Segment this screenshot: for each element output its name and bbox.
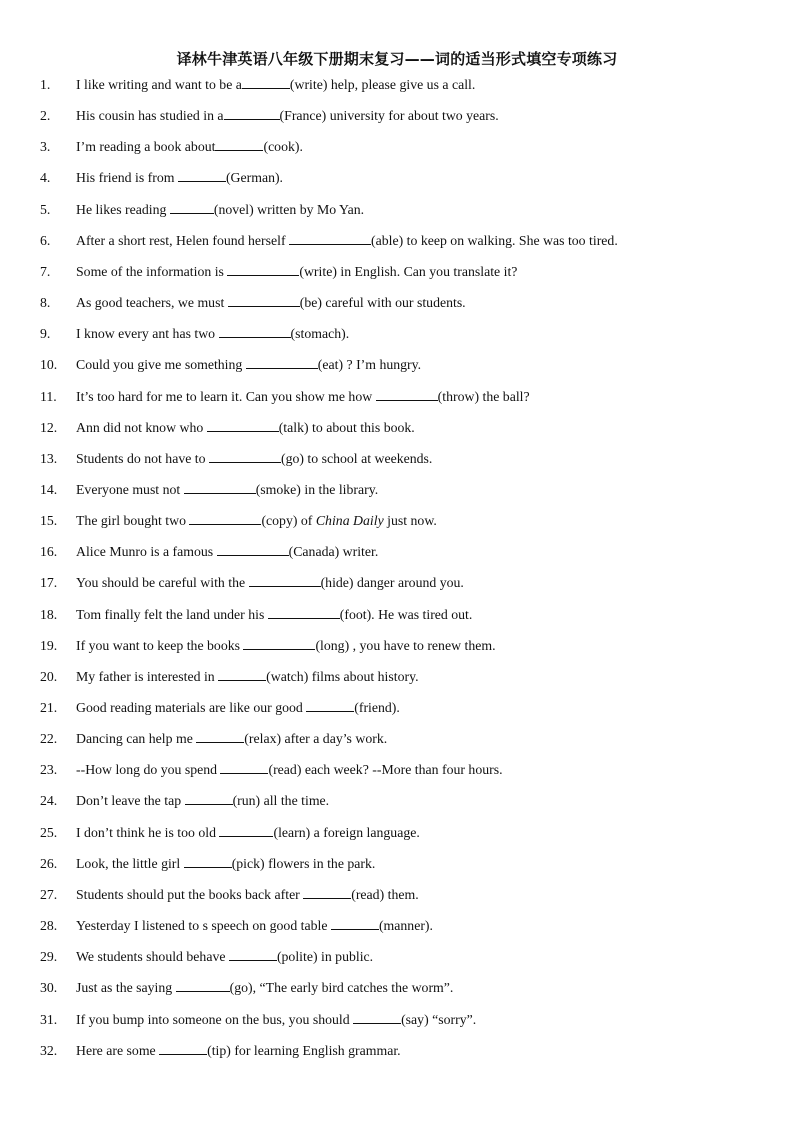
answer-blank[interactable]: [207, 417, 279, 432]
word-hint: (read): [351, 886, 385, 902]
question-text: [76, 261, 517, 283]
question-text: [76, 790, 329, 812]
question-text: [76, 386, 530, 408]
question-prefix: Just as the saying: [76, 980, 176, 996]
word-hint: (long): [315, 637, 350, 653]
question-suffix: ? I’m hungry.: [343, 357, 422, 373]
question-prefix: After a short rest, Helen found herself: [76, 232, 290, 248]
word-hint: (friend).: [354, 700, 400, 715]
answer-blank[interactable]: [189, 510, 261, 525]
answer-blank[interactable]: [176, 977, 230, 992]
question-text: [76, 884, 419, 906]
answer-blank[interactable]: [184, 479, 256, 494]
question-suffix: them.: [384, 886, 419, 902]
question-prefix: His friend is from: [76, 170, 178, 186]
question-suffix: of: [297, 513, 316, 529]
question-suffix: the ball?: [479, 388, 530, 404]
word-hint: (stomach).: [290, 326, 350, 342]
question-prefix: Ann did not know who: [76, 419, 207, 435]
word-hint: (go),: [229, 980, 257, 996]
question-number: 1.: [40, 77, 51, 92]
question-item: [0, 292, 794, 314]
question-text: [76, 292, 466, 314]
answer-blank[interactable]: [268, 604, 340, 619]
question-prefix: Here are some: [76, 1042, 160, 1058]
answer-blank[interactable]: [178, 167, 226, 182]
question-text: [76, 635, 496, 657]
question-text: [76, 915, 433, 937]
question-number: 25.: [40, 824, 58, 840]
answer-blank[interactable]: [227, 261, 299, 276]
question-text: [76, 604, 472, 626]
word-hint: (watch): [266, 668, 309, 684]
question-prefix: Yesterday I listened to s speech on good table: [76, 918, 331, 934]
question-suffix: films about history.: [308, 668, 419, 684]
question-suffix: just now.: [383, 513, 437, 529]
question-number: 12.: [40, 419, 58, 435]
word-hint: (write): [289, 77, 328, 92]
answer-blank[interactable]: [219, 323, 291, 338]
question-number: 9.: [40, 326, 51, 342]
answer-blank[interactable]: [184, 853, 232, 868]
question-item: [0, 510, 794, 532]
question-number: 5.: [40, 201, 51, 217]
question-prefix: Tom finally felt the land under his: [76, 606, 268, 622]
question-suffix: university for about two years.: [326, 108, 499, 124]
question-number: 31.: [40, 1011, 58, 1027]
question-number: 7.: [40, 263, 51, 279]
answer-blank[interactable]: [217, 541, 289, 556]
answer-blank[interactable]: [209, 448, 281, 463]
question-number: 32.: [40, 1042, 58, 1058]
answer-blank[interactable]: [243, 635, 315, 650]
word-hint: (run): [232, 793, 261, 809]
question-text: [76, 728, 387, 750]
question-number: 17.: [40, 575, 58, 591]
question-text: [76, 510, 437, 532]
question-text: [76, 666, 419, 688]
question-prefix: Could you give me something: [76, 357, 246, 373]
question-prefix: You should be careful with the: [76, 575, 249, 591]
question-number: 26.: [40, 855, 58, 871]
question-item: [0, 448, 794, 470]
question-number: 15.: [40, 513, 58, 529]
word-hint: (polite): [276, 949, 318, 965]
question-text: [76, 448, 432, 470]
question-item: [0, 853, 794, 875]
answer-blank[interactable]: [376, 386, 438, 401]
question-number: 28.: [40, 918, 58, 934]
question-number: 11.: [40, 388, 57, 404]
question-prefix: As good teachers, we must: [76, 295, 228, 311]
question-number: 29.: [40, 949, 58, 965]
answer-blank[interactable]: [353, 1009, 401, 1024]
word-hint: (copy): [261, 513, 298, 529]
question-prefix: Alice Munro is a famous: [76, 544, 217, 560]
word-hint: (talk): [278, 419, 309, 435]
question-prefix: If you bump into someone on the bus, you should: [76, 1011, 354, 1027]
question-suffix: writer.: [339, 544, 379, 560]
question-suffix: danger around you.: [353, 575, 464, 591]
question-text: [76, 1009, 476, 1031]
question-item: [0, 479, 794, 501]
question-prefix: Good reading materials are like our good: [76, 700, 307, 715]
question-item: [0, 230, 794, 252]
question-item: [0, 1009, 794, 1031]
question-text: [76, 199, 364, 221]
question-number: 23.: [40, 762, 58, 778]
question-prefix: Some of the information is: [76, 263, 228, 279]
question-number: 20.: [40, 668, 58, 684]
word-hint: (cook).: [263, 139, 303, 155]
word-hint: (tip): [207, 1042, 231, 1058]
word-hint: (manner).: [378, 918, 433, 934]
word-hint: (eat): [317, 357, 344, 373]
question-prefix: I know every ant has two: [76, 326, 219, 342]
word-hint: (throw): [437, 388, 480, 404]
word-hint: (German).: [225, 170, 284, 186]
answer-blank[interactable]: [185, 790, 233, 805]
question-number: 30.: [40, 980, 58, 996]
question-prefix: I’m reading a book about: [76, 139, 216, 155]
answer-blank[interactable]: [220, 759, 268, 774]
question-item: [0, 199, 794, 221]
question-suffix: to keep on walking. She was too tired.: [403, 232, 618, 248]
question-prefix: I like writing and want to be a: [76, 77, 242, 92]
question-number: 3.: [40, 139, 51, 155]
question-suffix: “The early bird catches the worm”.: [256, 980, 454, 996]
answer-blank[interactable]: [289, 230, 371, 245]
word-hint: (able): [371, 232, 404, 248]
page-title: 译林牛津英语八年级下册期末复习——词的适当形式填空专项练习: [176, 50, 618, 68]
question-item: [0, 697, 794, 719]
word-hint: (France): [279, 108, 327, 124]
word-hint: (Canada): [288, 544, 340, 560]
question-suffix: careful with our students.: [321, 295, 466, 311]
question-item: [0, 386, 794, 408]
answer-blank[interactable]: [242, 74, 290, 89]
question-prefix: He likes reading: [76, 201, 170, 217]
answer-blank[interactable]: [159, 1040, 207, 1055]
word-hint: (smoke): [255, 481, 301, 497]
question-suffix: , you have to renew them.: [349, 637, 496, 653]
question-number: 10.: [40, 357, 58, 373]
question-item: [0, 915, 794, 937]
word-hint: (be): [299, 295, 322, 311]
question-number: 16.: [40, 544, 58, 560]
answer-blank[interactable]: [196, 728, 244, 743]
question-text: [76, 759, 503, 781]
question-item: [0, 822, 794, 844]
question-prefix: Don’t leave the tap: [76, 793, 185, 809]
question-prefix: Students should put the books back after: [76, 886, 304, 902]
question-text: [76, 822, 420, 844]
question-text: [76, 697, 400, 719]
question-suffix: He was tired out.: [374, 606, 473, 622]
question-prefix: Dancing can help me: [76, 731, 197, 747]
question-text: [76, 1040, 401, 1062]
question-prefix: We students should behave: [76, 949, 229, 965]
question-number: 27.: [40, 886, 58, 902]
question-prefix: Look, the little girl: [76, 855, 184, 871]
question-number: 4.: [40, 170, 51, 186]
question-text: [76, 853, 375, 875]
answer-blank[interactable]: [224, 105, 280, 120]
question-number: 22.: [40, 731, 58, 747]
question-prefix: My father is interested in: [76, 668, 219, 684]
word-hint: (hide): [320, 575, 354, 591]
answer-blank[interactable]: [170, 199, 214, 214]
question-text: [76, 74, 475, 96]
question-item: [0, 635, 794, 657]
question-text: [76, 105, 499, 127]
question-prefix: --How long do you spend: [76, 762, 221, 778]
answer-blank[interactable]: [331, 915, 379, 930]
word-hint: (say): [401, 1011, 429, 1027]
question-prefix: It’s too hard for me to learn it. Can you show me how: [76, 388, 376, 404]
word-hint: (read): [268, 762, 302, 778]
question-item: [0, 728, 794, 750]
question-number: 6.: [40, 232, 51, 248]
question-suffix: in the library.: [300, 481, 379, 497]
question-suffix: “sorry”.: [428, 1011, 477, 1027]
question-prefix: If you want to keep the books: [76, 637, 244, 653]
question-suffix: to school at weekends.: [303, 450, 433, 466]
question-number: 24.: [40, 793, 58, 809]
word-hint: (novel): [213, 201, 254, 217]
question-number: 14.: [40, 481, 58, 497]
answer-blank[interactable]: [303, 884, 351, 899]
question-number: 2.: [40, 108, 51, 124]
question-suffix: in public.: [317, 949, 374, 965]
question-number: 13.: [40, 450, 58, 466]
question-item: [0, 884, 794, 906]
question-item: [0, 136, 794, 158]
question-suffix: help, please give us a call.: [327, 77, 476, 92]
answer-blank[interactable]: [306, 697, 354, 712]
question-text: [76, 136, 303, 158]
question-prefix: His cousin has studied in a: [76, 108, 224, 124]
question-suffix: a foreign language.: [310, 824, 420, 840]
question-text: [76, 167, 283, 189]
question-text: [76, 479, 378, 501]
question-number: 18.: [40, 606, 58, 622]
question-item: [0, 417, 794, 439]
question-suffix: flowers in the park.: [264, 855, 376, 871]
question-suffix: in English. Can you translate it?: [336, 263, 518, 279]
answer-blank[interactable]: [246, 354, 318, 369]
question-item: [0, 1040, 794, 1062]
question-number: 8.: [40, 295, 51, 311]
question-text: [76, 417, 415, 439]
question-suffix: for learning English grammar.: [230, 1042, 401, 1058]
question-suffix: each week? --More than four hours.: [301, 762, 503, 778]
answer-blank[interactable]: [229, 946, 277, 961]
word-hint: (go): [280, 450, 304, 466]
question-prefix: Everyone must not: [76, 481, 184, 497]
question-item: [0, 977, 794, 999]
question-suffix: to about this book.: [308, 419, 415, 435]
question-item: [0, 790, 794, 812]
question-suffix: after a day’s work.: [281, 731, 388, 747]
question-number: 19.: [40, 637, 58, 653]
word-hint: (foot).: [339, 606, 375, 622]
question-item: [0, 261, 794, 283]
question-number: 21.: [40, 700, 58, 715]
answer-blank[interactable]: [219, 822, 273, 837]
question-item: [0, 354, 794, 376]
word-hint: (write): [299, 263, 337, 279]
question-suffix: written by Mo Yan.: [253, 201, 365, 217]
question-item: [0, 946, 794, 968]
answer-blank[interactable]: [218, 666, 266, 681]
answer-blank[interactable]: [215, 136, 263, 151]
question-item: [0, 604, 794, 626]
question-text: [76, 230, 618, 252]
question-prefix: I don’t think he is too old: [76, 824, 220, 840]
question-item: [0, 572, 794, 594]
question-item: [0, 323, 794, 345]
question-text: [76, 946, 373, 968]
question-item: [0, 759, 794, 781]
word-hint: (pick): [231, 855, 265, 871]
question-item: [0, 666, 794, 688]
question-item: [0, 541, 794, 563]
question-item: [0, 167, 794, 189]
word-hint: (relax): [244, 731, 282, 747]
answer-blank[interactable]: [249, 572, 321, 587]
question-text: [76, 572, 464, 594]
question-item: [0, 74, 794, 96]
question-prefix: Students do not have to: [76, 450, 209, 466]
question-text: [76, 541, 378, 563]
publication-title: China Daily: [315, 513, 384, 529]
word-hint: (learn): [273, 824, 311, 840]
question-text: [76, 977, 453, 999]
answer-blank[interactable]: [228, 292, 300, 307]
question-text: [76, 354, 421, 376]
question-text: [76, 323, 349, 345]
question-suffix: all the time.: [260, 793, 330, 809]
question-prefix: The girl bought two: [76, 513, 190, 529]
question-item: [0, 105, 794, 127]
